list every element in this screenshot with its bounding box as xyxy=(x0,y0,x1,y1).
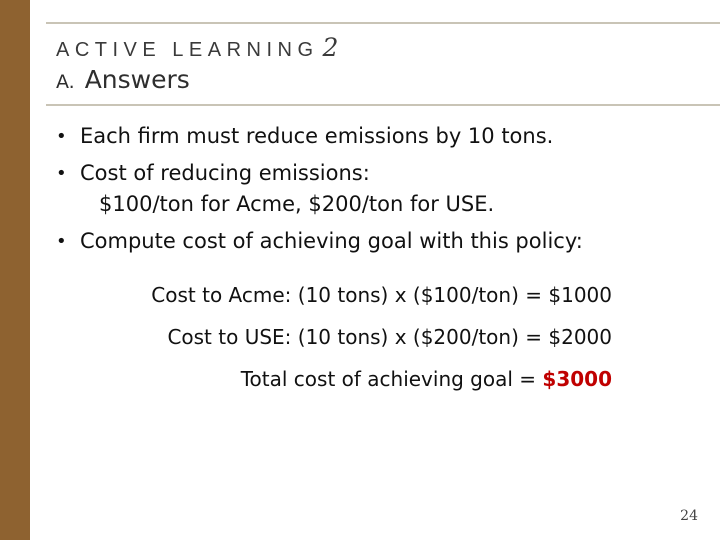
bullet-item xyxy=(56,223,676,260)
bullet-text: Compute cost of achieving goal with this policy: xyxy=(80,229,583,253)
bullet-text: Each firm must reduce emissions by 10 tons. xyxy=(80,124,554,148)
section-title-text: ACTIVE LEARNING xyxy=(56,39,319,61)
calc-use: Cost to USE: (10 tons) x ($200/ton) = $2000 xyxy=(167,325,612,349)
bullet-item xyxy=(56,118,676,155)
top-divider xyxy=(46,22,720,24)
calc-total xyxy=(100,364,612,406)
section-title xyxy=(56,33,338,62)
bullet-continuation: $100/ton for Acme, $200/ton for USE. xyxy=(99,192,495,216)
title-divider xyxy=(46,104,720,106)
bullet-list xyxy=(56,118,676,260)
bullet-icon: • xyxy=(56,126,67,147)
calc-acme: Cost to Acme: (10 tons) x ($100/ton) = $1000 xyxy=(151,283,612,307)
sidebar-bar xyxy=(0,0,30,540)
bullet-icon: • xyxy=(56,163,67,184)
section-number: 2 xyxy=(322,33,339,62)
calculation-block xyxy=(100,280,612,406)
calc-total-value: $3000 xyxy=(542,367,612,391)
subtitle-letter: A. xyxy=(56,71,75,93)
slide-subtitle xyxy=(56,65,190,94)
bullet-text: Cost of reducing emissions: xyxy=(80,161,370,185)
calc-total-label: Total cost of achieving goal = xyxy=(240,367,543,391)
subtitle-text: Answers xyxy=(84,65,190,94)
page-number: 24 xyxy=(680,508,698,524)
bullet-icon: • xyxy=(56,231,67,252)
